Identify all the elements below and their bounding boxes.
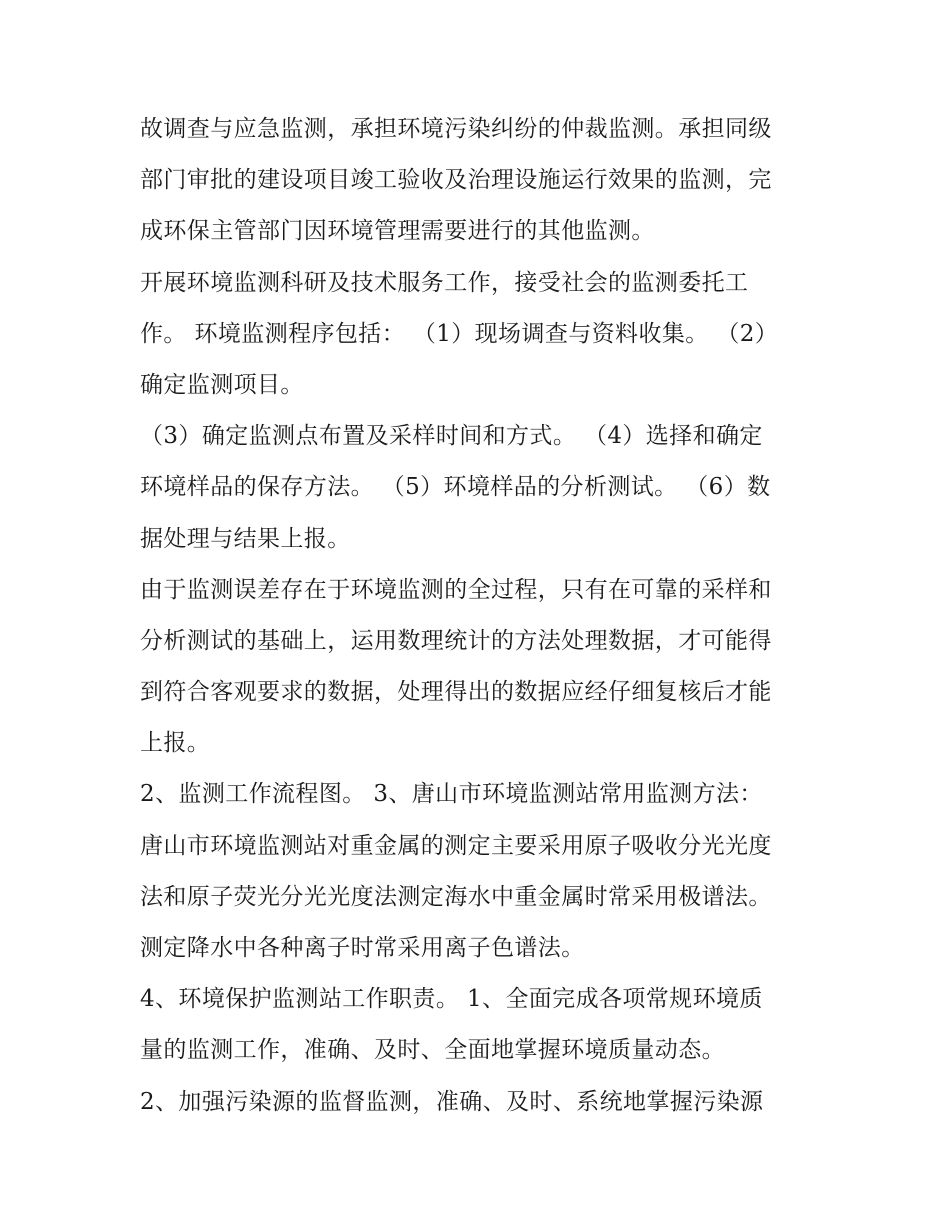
- text-line: 由于监测误差存在于环境监测的全过程，只有在可靠的采样和: [140, 576, 772, 603]
- text-line: 量的监测工作，准确、及时、全面地掌握环境质量动态。: [140, 1037, 725, 1064]
- body-text: [140, 104, 820, 1128]
- text-line: （3）确定监测点布置及采样时间和方式。 （4）选择和确定: [140, 423, 763, 450]
- text-line: 法和原子荧光分光光度法测定海水中重金属时常采用极谱法。: [140, 883, 772, 910]
- text-line: 4、环境保护监测站工作职责。 1、全面完成各项常规环境质: [140, 986, 763, 1013]
- text-line: 唐山市环境监测站对重金属的测定主要采用原子吸收分光光度: [140, 832, 772, 859]
- text-line: 2、加强污染源的监督监测，准确、及时、系统地掌握污染源: [140, 1088, 764, 1115]
- text-line: 据处理与结果上报。: [140, 525, 351, 552]
- text-line: 分析测试的基础上，运用数理统计的方法处理数据，才可能得: [140, 627, 772, 654]
- text-line: 环境样品的保存方法。 （5）环境样品的分析测试。 （6）数: [140, 474, 771, 501]
- text-line: 部门审批的建设项目竣工验收及治理设施运行效果的监测，完: [140, 167, 772, 194]
- text-line: 确定监测项目。: [140, 371, 304, 398]
- text-line: 测定降水中各种离子时常采用离子色谱法。: [140, 935, 585, 961]
- text-line: 到符合客观要求的数据，处理得出的数据应经仔细复核后才能: [140, 679, 772, 706]
- text-line: 2、监测工作流程图。 3、唐山市环境监测站常用监测方法：: [140, 781, 763, 808]
- text-line: 成环保主管部门因环境管理需要进行的其他监测。: [140, 218, 655, 245]
- text-line: 故调查与应急监测，承担环境污染纠纷的仲裁监测。承担同级: [140, 116, 772, 142]
- text-line: 开展环境监测科研及技术服务工作，接受社会的监测委托工: [140, 269, 749, 296]
- text-line: 上报。: [140, 730, 211, 757]
- text-line: 作。 环境监测程序包括： （1）现场调查与资料收集。 （2）: [140, 320, 779, 347]
